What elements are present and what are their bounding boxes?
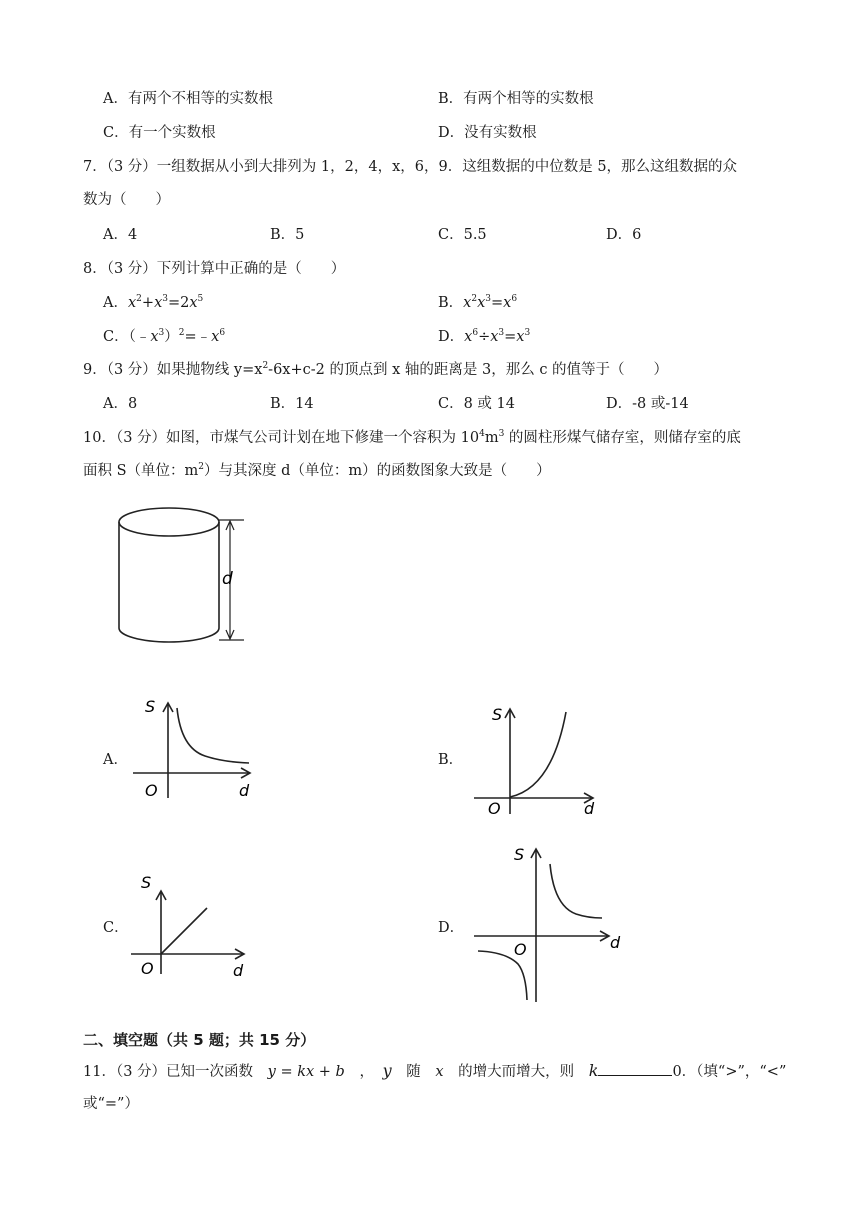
q9-option-d: D．-8 或-14 <box>606 396 689 412</box>
q10-option-a-label: A． <box>103 752 128 768</box>
q8-option-a-label: A． <box>103 295 128 311</box>
q9-option-b: B．14 <box>270 396 314 412</box>
q7-stem-line2: 数为（ ） <box>83 192 170 208</box>
graph-b-axis-s: S <box>492 705 503 724</box>
graph-c-origin: O <box>141 959 154 978</box>
q10-stem2-pre: 面积 S（单位：m <box>83 463 199 479</box>
q9-option-c: C．8 或 14 <box>438 396 515 412</box>
graph-c-axis-d: d <box>233 961 244 980</box>
graph-option-d <box>470 838 630 1006</box>
q11-comma: ， <box>359 1064 374 1080</box>
q9-stem-pre: 9．（3 分）如果抛物线 y=x <box>83 362 263 378</box>
section-title-fill-blank: 二、填空题（共 5 题；共 15 分） <box>83 1031 316 1049</box>
q8-option-c: C．$(﹣x^3)^2=﹣x^6$ <box>103 328 226 345</box>
graph-option-c <box>125 860 265 982</box>
q11-stem-post: 0．（填“>”，“<” <box>672 1064 787 1080</box>
q10-stem-line1 <box>83 428 741 448</box>
graph-d-axis-s: S <box>514 845 525 864</box>
q8-stem: 8．（3 分）下列计算中正确的是（ ） <box>83 261 346 277</box>
q9-option-a: A．8 <box>103 396 138 412</box>
q11-var-y: y <box>382 1061 392 1080</box>
q10-stem2-post: ）与其深度 d（单位：m）的函数图象大致是（ ） <box>204 463 551 479</box>
q11-stem-mid: 的增大而增大，则 <box>458 1064 575 1080</box>
q10-option-b-label: B． <box>438 752 464 768</box>
q10-stem-pre: 10．（3 分）如图，市煤气公司计划在地下修建一个容积为 10 <box>83 430 480 446</box>
q8-option-d: D．$x^6\div x^3=x^3$ <box>438 328 531 345</box>
q10-sup-power: 4 <box>479 429 485 440</box>
q8-option-c-label: C． <box>103 329 129 345</box>
q10-stem-post: 的圆柱形煤气储存室，则储存室的底 <box>504 430 741 446</box>
graph-b-origin: O <box>488 799 501 818</box>
graph-a-axis-d: d <box>239 781 250 800</box>
cylinder-figure <box>112 500 252 650</box>
q11-formula: y = kx + b <box>267 1064 345 1080</box>
q7-option-a: A．4 <box>103 227 138 243</box>
graph-a-origin: O <box>145 781 158 800</box>
q6-option-c: C．有一个实数根 <box>103 125 216 141</box>
q7-option-c: C．5.5 <box>438 227 487 243</box>
graph-d-axis-d: d <box>610 933 621 952</box>
graph-option-b <box>470 696 610 820</box>
graph-d-origin: O <box>514 940 527 959</box>
q7-stem-line1: 7．（3 分）一组数据从小到大排列为 1，2，4，x，6，9．这组数据的中位数是 5，那么这组数据的众 <box>83 159 738 175</box>
q7-option-d: D．6 <box>606 227 642 243</box>
q10-unit-m: m <box>484 430 499 446</box>
graph-c-axis-s: S <box>141 873 152 892</box>
graph-option-a <box>125 698 265 806</box>
q8-option-b: B．$x^2x^3=x^6$ <box>438 294 518 311</box>
q11-var-k: k <box>588 1061 599 1080</box>
q8-option-a: A．$x^2+x^3=2x^5$ <box>103 294 204 311</box>
q11-sui: 随 <box>406 1064 421 1080</box>
q9-stem-post: -6x+c-2 的顶点到 x 轴的距离是 3，那么 c 的值等于（ ） <box>268 362 669 378</box>
q10-option-c-label: C． <box>103 920 129 936</box>
q11-stem-line1 <box>83 1061 786 1082</box>
q8-option-d-label: D． <box>438 329 465 345</box>
graph-a-axis-s: S <box>145 698 156 716</box>
q9-stem <box>83 360 668 380</box>
q11-answer-blank[interactable] <box>598 1061 672 1076</box>
q10-sup-cubic: 3 <box>498 429 505 440</box>
q10-stem-line2 <box>83 461 551 481</box>
q6-option-a: A．有两个不相等的实数根 <box>103 91 273 107</box>
q11-stem-line2: 或“=”） <box>83 1096 139 1112</box>
q11-var-x: x <box>435 1064 444 1080</box>
q11-stem-pre: 11．（3 分）已知一次函数 <box>83 1064 254 1080</box>
q8-option-b-label: B． <box>438 295 464 311</box>
q9-stem-sup: 2 <box>262 361 269 372</box>
q6-option-b: B．有两个相等的实数根 <box>438 91 594 107</box>
q10-option-d-label: D． <box>438 920 465 936</box>
q10-sup-square: 2 <box>198 462 205 473</box>
q7-option-b: B．5 <box>270 227 305 243</box>
cylinder-depth-label: d <box>222 569 233 589</box>
graph-b-axis-d: d <box>584 799 595 818</box>
q6-option-d: D．没有实数根 <box>438 125 537 141</box>
